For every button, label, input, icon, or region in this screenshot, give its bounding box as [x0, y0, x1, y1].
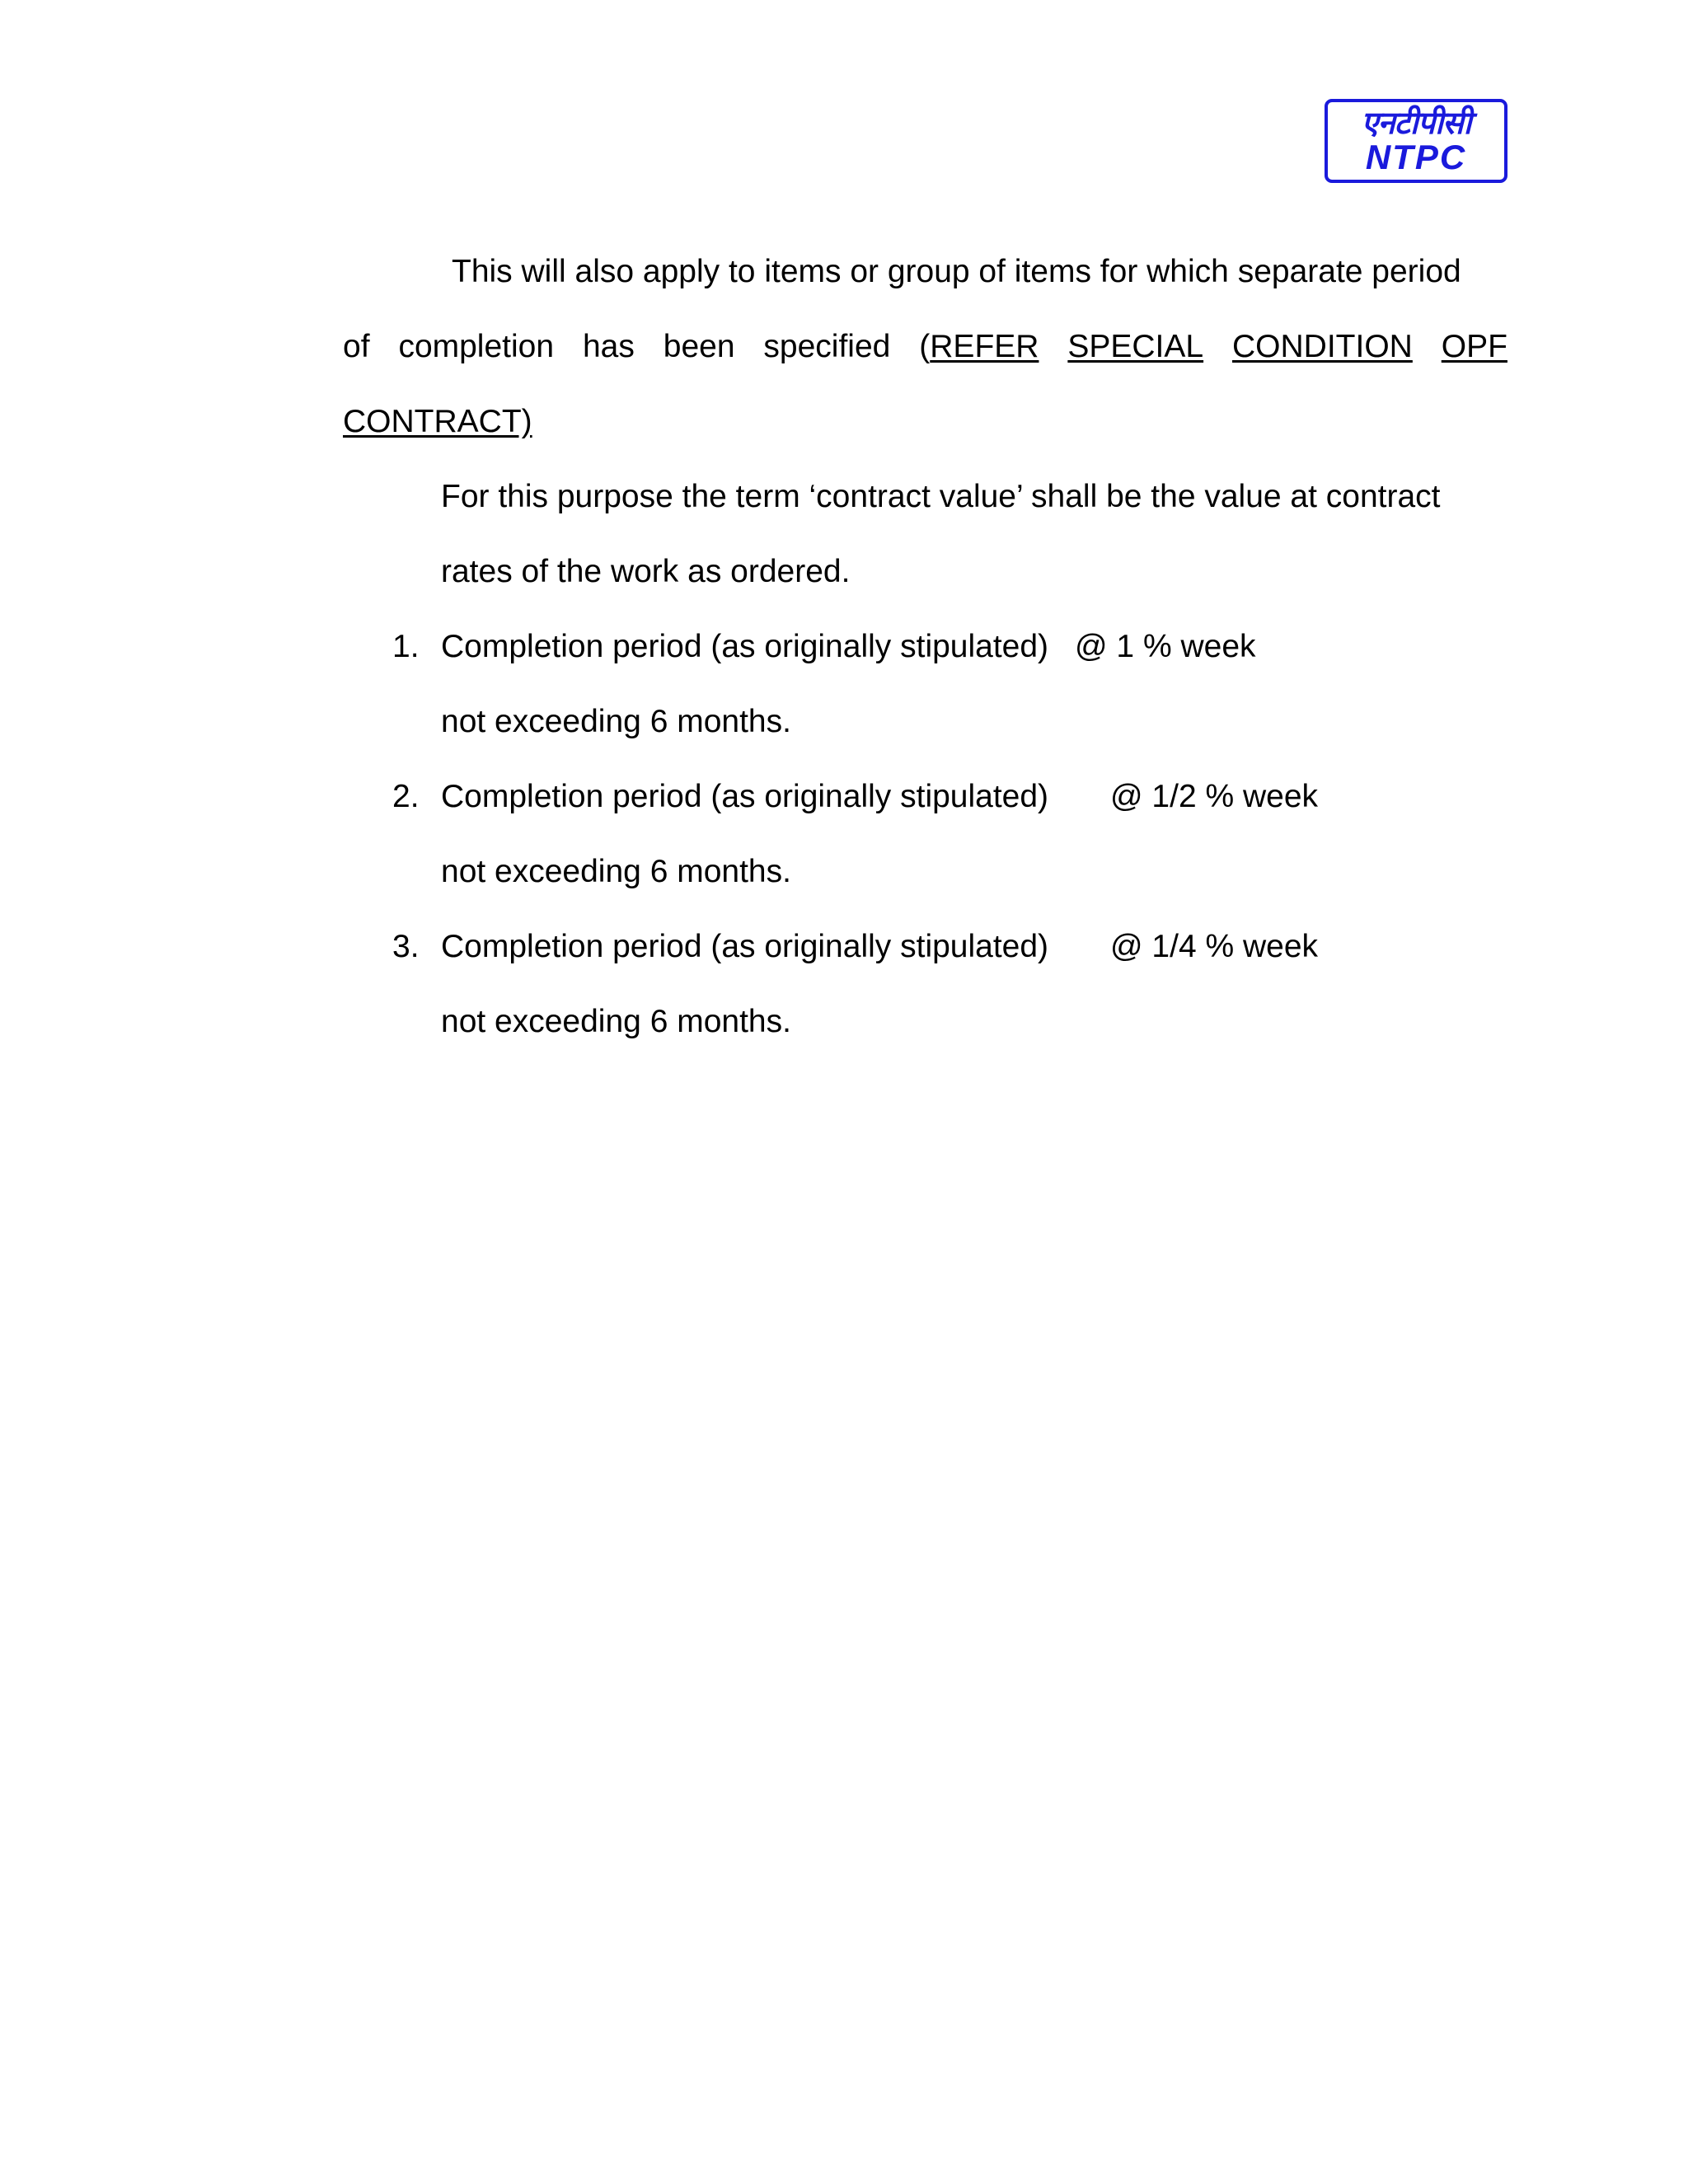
word: specified [763, 329, 891, 364]
word: has [582, 329, 635, 364]
logo-hindi-text: एनटीपीसी [1361, 105, 1471, 141]
open-paren: ( [919, 329, 931, 364]
paragraph1-line2 [343, 330, 1507, 363]
ref-word: SPECIAL [1067, 329, 1204, 364]
list-item-rate: @ 1/2 % week [1110, 779, 1319, 814]
list-item-number: 3. [392, 929, 420, 964]
word: been [663, 329, 735, 364]
paragraph1-line1: This will also apply to items or group of items for which separate period [452, 254, 1461, 289]
list-item-text: Completion period (as originally stipulated) [441, 929, 1049, 964]
word: of [343, 329, 370, 364]
paragraph2-line2: rates of the work as ordered. [441, 554, 851, 589]
list-item-number: 1. [392, 629, 420, 664]
ref-word: OPF [1441, 329, 1507, 364]
ntpc-logo [1325, 99, 1507, 183]
list-item-number: 2. [392, 779, 420, 814]
logo-english-text: NTPC [1365, 138, 1467, 176]
list-item-continuation: not exceeding 6 months. [441, 1004, 791, 1039]
list-item-rate: @ 1/4 % week [1110, 929, 1319, 964]
paragraph1-line3: CONTRACT) [343, 404, 532, 439]
list-item-rate: @ 1 % week [1075, 629, 1256, 664]
list-item-continuation: not exceeding 6 months. [441, 704, 791, 739]
ref-word: CONDITION [1232, 329, 1413, 364]
list-item-text: Completion period (as originally stipulated) [441, 629, 1049, 664]
reference-segment [919, 330, 1039, 363]
list-item-continuation: not exceeding 6 months. [441, 854, 791, 889]
word: completion [398, 329, 555, 364]
ref-word: REFER [930, 329, 1039, 364]
paragraph2-line1: For this purpose the term ‘contract value’ shall be the value at contract [441, 479, 1441, 514]
list-item-text: Completion period (as originally stipulated) [441, 779, 1049, 814]
